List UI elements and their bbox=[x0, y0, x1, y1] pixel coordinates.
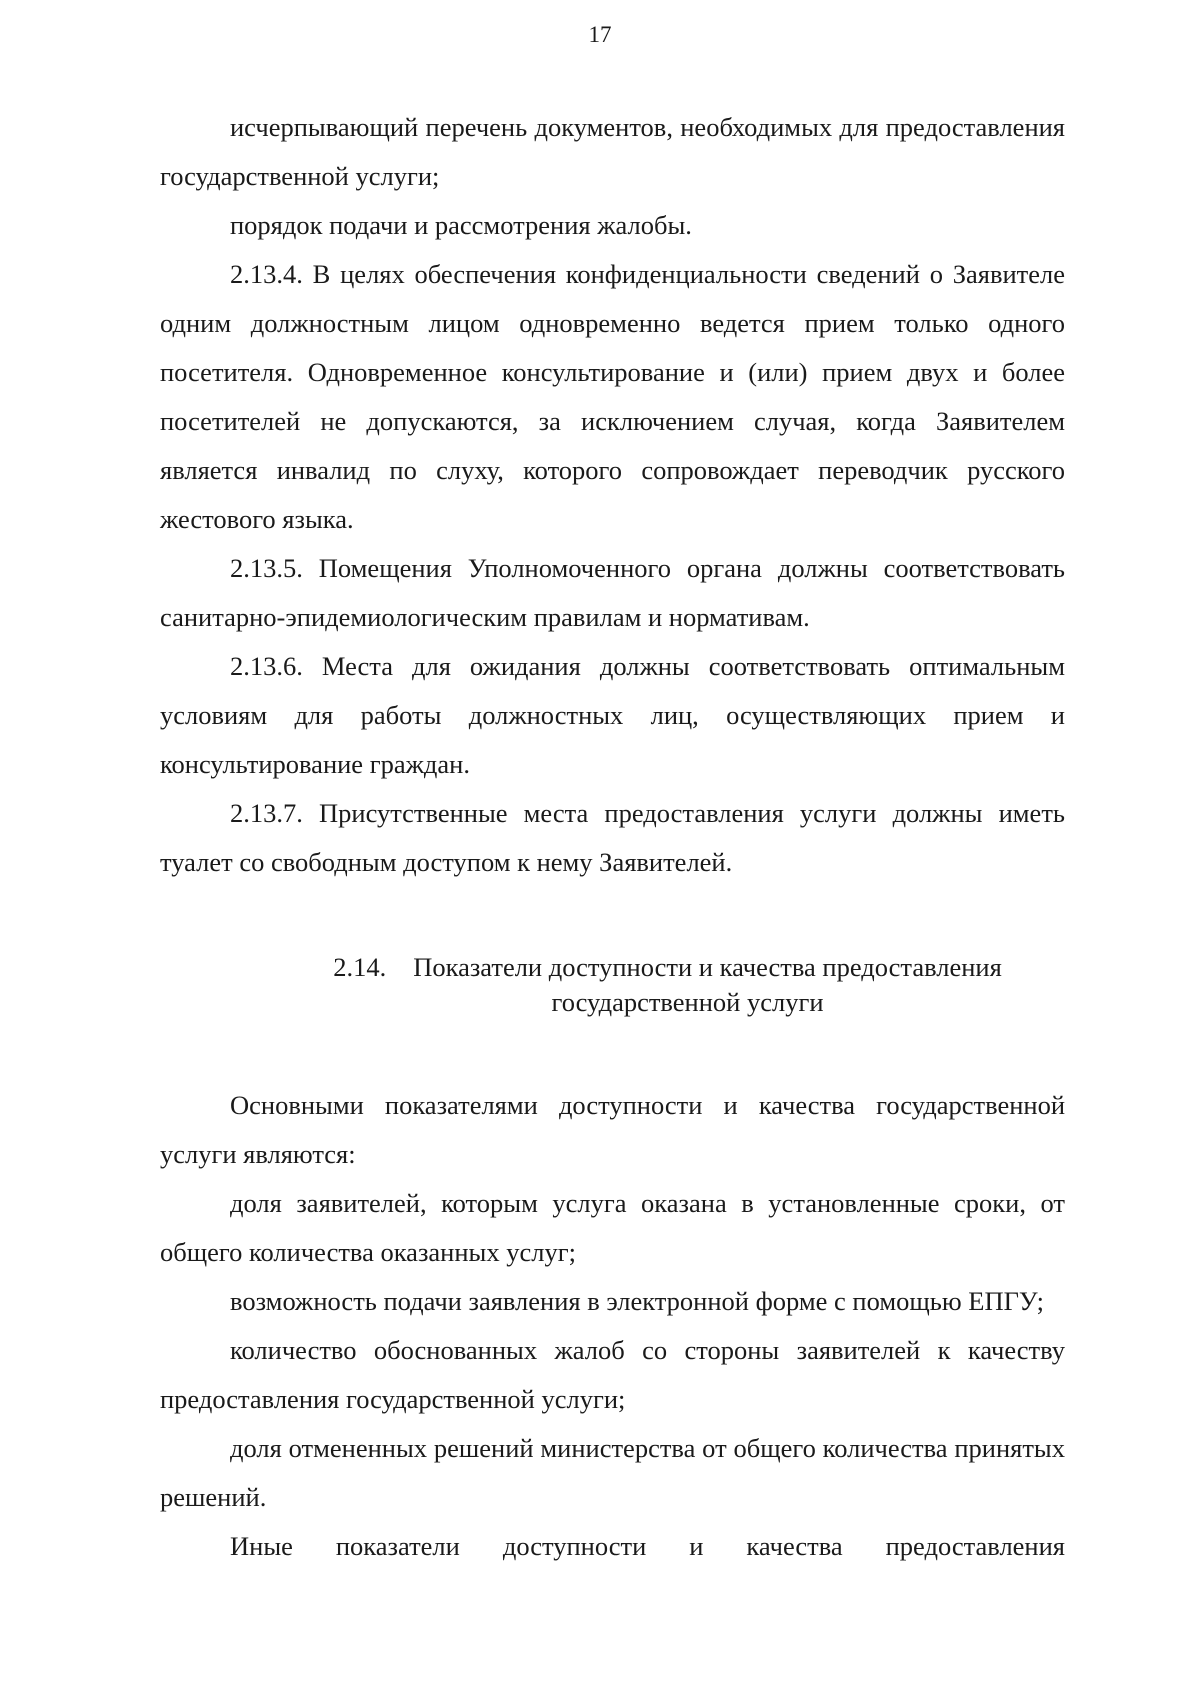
paragraph: исчерпывающий перечень документов, необходимых для предоставления государственной услуги; bbox=[160, 112, 1065, 191]
paragraph: количество обоснованных жалоб со стороны заявителей к качеству предоставления государственной услуги; bbox=[160, 1335, 1065, 1414]
page-number: 17 bbox=[588, 22, 612, 47]
paragraph: 2.13.5. Помещения Уполномоченного органа должны соответствовать санитарно-эпидемиологическим правилам и нормативам. bbox=[160, 553, 1065, 632]
paragraph: доля заявителей, которым услуга оказана в установленные сроки, от общего количества оказанных услуг; bbox=[160, 1188, 1065, 1267]
document-body bbox=[160, 103, 1065, 1571]
paragraph: возможность подачи заявления в электронной форме с помощью ЕПГУ; bbox=[230, 1286, 1045, 1316]
paragraph: Основными показателями доступности и качества государственной услуги являются: bbox=[160, 1090, 1065, 1169]
section-heading bbox=[160, 950, 1065, 1020]
paragraph: 2.13.4. В целях обеспечения конфиденциальности сведений о Заявителе одним должностным лицом одновременно ведется прием только одного посетителя. Одновременное консультирование и (или) прием двух и более посетителей не допускаются, за исключением случая, когда Заявителем является инвалид по слуху, которого сопровождает переводчик русского жестового языка. bbox=[160, 259, 1065, 534]
paragraph: доля отмененных решений министерства от общего количества принятых решений. bbox=[160, 1433, 1065, 1512]
paragraph: 2.13.7. Присутственные места предоставления услуги должны иметь туалет со свободным доступом к нему Заявителей. bbox=[160, 798, 1065, 877]
paragraph: 2.13.6. Места для ожидания должны соответствовать оптимальным условиям для работы должностных лиц, осуществляющих прием и консультирование граждан. bbox=[160, 651, 1065, 779]
paragraph-continued: Иные показатели доступности и качества предоставления bbox=[230, 1531, 1065, 1561]
section-title-line1: Показатели доступности и качества предоставления bbox=[413, 952, 1002, 982]
section-title-line2: государственной услуги bbox=[551, 987, 824, 1017]
section-number: 2.14. bbox=[333, 952, 387, 982]
paragraph: порядок подачи и рассмотрения жалобы. bbox=[230, 210, 692, 240]
section-heading-line1 bbox=[160, 950, 1065, 985]
